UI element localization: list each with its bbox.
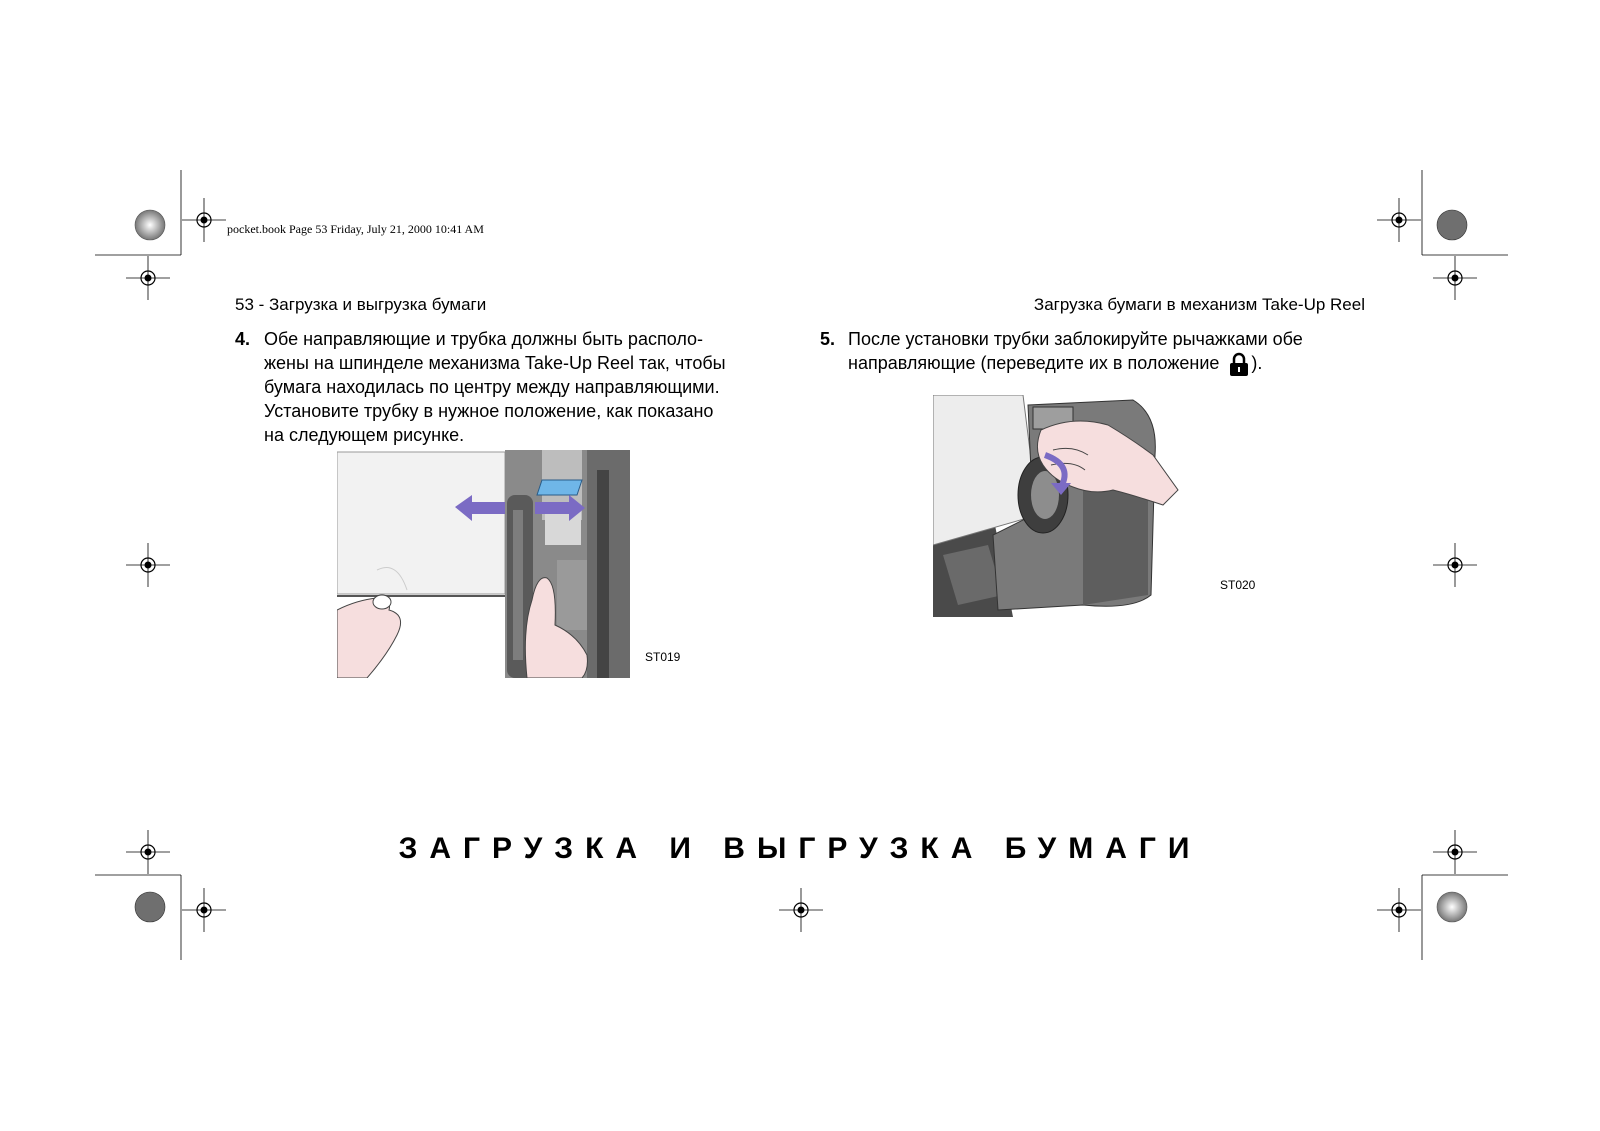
- lock-icon: [1229, 352, 1249, 376]
- step-line-with-icon: [848, 351, 1303, 376]
- step-line: Обе направляющие и трубка должны быть располо-: [264, 329, 704, 349]
- step-number: 4.: [235, 329, 251, 349]
- rosette-mark: [135, 210, 165, 240]
- step-text: [848, 327, 1303, 376]
- registration-mark: [1377, 888, 1421, 932]
- machine-rail: [597, 470, 609, 678]
- registration-mark: [126, 256, 170, 300]
- step-line-end: ).: [1251, 353, 1263, 373]
- step-line: Установите трубку в нужное положение, как показано: [264, 401, 714, 421]
- guide-disk-face: [513, 510, 523, 660]
- registration-mark: [779, 888, 823, 932]
- running-header-right: Загрузка бумаги в механизм Take-Up Reel: [1033, 295, 1365, 314]
- spindle-end: [1031, 471, 1059, 519]
- guide-lever: [557, 560, 587, 630]
- section-title: ЗАГРУЗКА И ВЫГРУЗКА БУМАГИ: [398, 832, 1202, 865]
- registration-mark: [1377, 198, 1421, 242]
- registration-mark: [1433, 543, 1477, 587]
- registration-mark: [182, 198, 226, 242]
- blue-lever: [537, 480, 582, 495]
- step-line: на следующем рисунке.: [264, 425, 465, 445]
- figure-st019: [337, 450, 630, 678]
- registration-mark: [126, 543, 170, 587]
- step-number: 5.: [820, 329, 836, 349]
- figure-code-st020: ST020: [1220, 578, 1256, 592]
- step-line: бумага находилась по центру между направляющими.: [264, 377, 720, 397]
- step-line: направляющие (переведите их в положение: [848, 353, 1220, 373]
- step-line: жены на шпинделе механизма Take-Up Reel так, чтобы: [264, 353, 726, 373]
- paper-sheet: [337, 452, 505, 594]
- running-header-left: 53 - Загрузка и выгрузка бумаги: [235, 295, 487, 314]
- registration-mark: [182, 888, 226, 932]
- print-slug: pocket.book Page 53 Friday, July 21, 2000 10:41 AM: [227, 222, 484, 236]
- rosette-mark: [135, 892, 165, 922]
- rosette-mark: [1437, 892, 1467, 922]
- step-text: [264, 327, 726, 447]
- registration-mark: [1433, 256, 1477, 300]
- rosette-mark: [1437, 210, 1467, 240]
- figure-code-st019: ST019: [645, 650, 681, 664]
- thumbnail: [373, 595, 391, 609]
- figure-st020: [933, 395, 1185, 617]
- step-line: После установки трубки заблокируйте рычажками обе: [848, 329, 1303, 349]
